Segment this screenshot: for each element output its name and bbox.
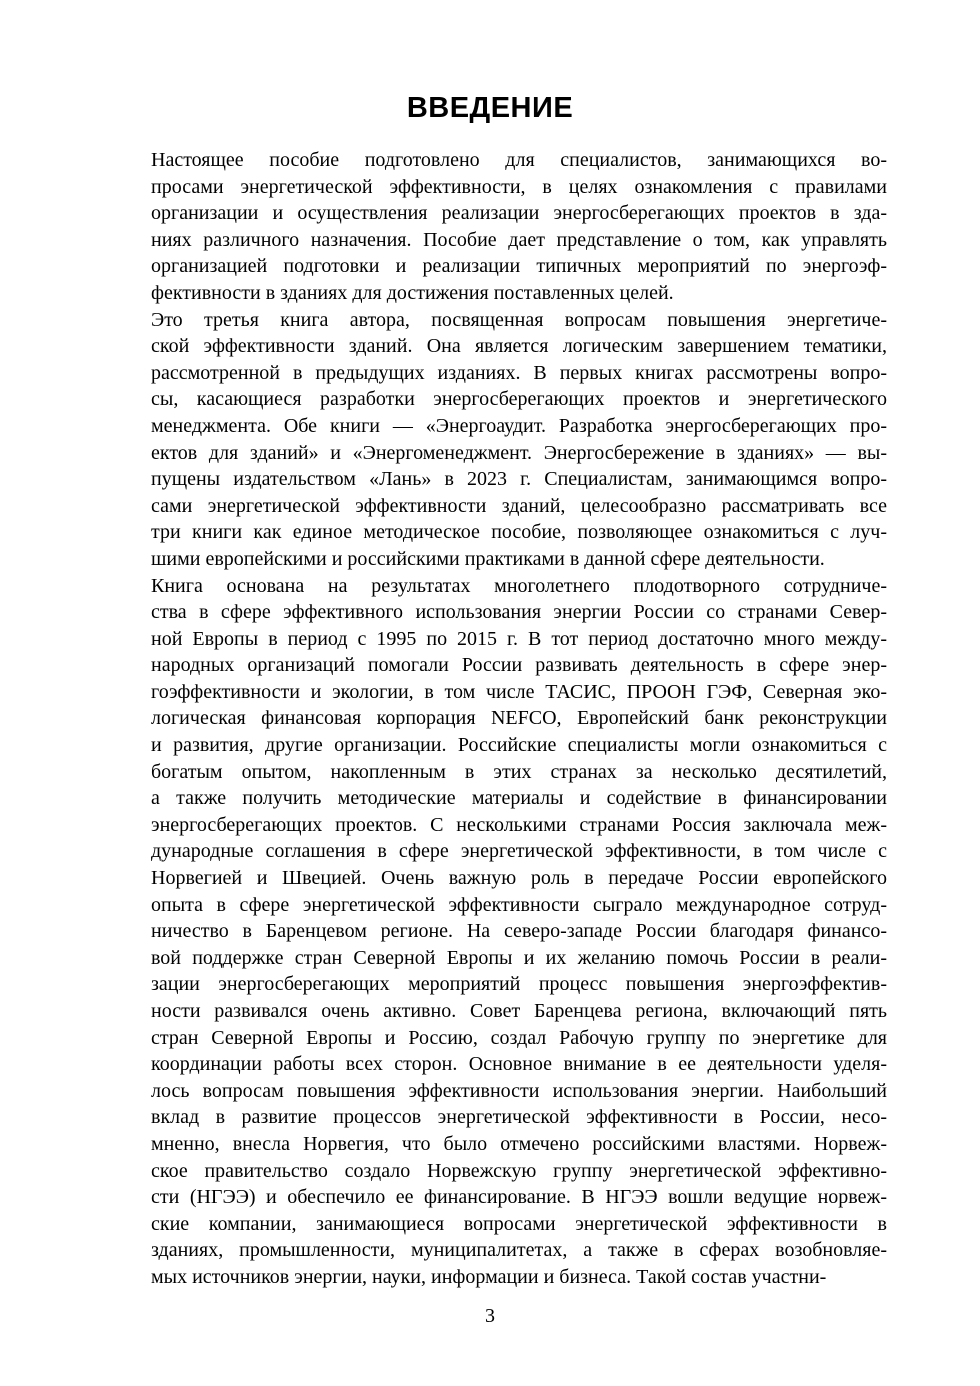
text-line: рассмотренной в предыдущих изданиях. В первых книгах рассмотрены вопро- (151, 361, 887, 384)
text-line: богатым опытом, накопленным в этих странах за несколько десятилетий, (151, 760, 887, 783)
text-line: Это третья книга автора, посвященная вопросам повышения энергетиче- (151, 308, 887, 331)
text-line: ничество в Баренцевом регионе. На северо-западе России благодаря финансо- (151, 920, 887, 943)
text-line: опыта в сфере энергетической эффективности сыграло международное сотруд- (151, 893, 887, 916)
text-line: зданиях, промышленности, муниципалитетах, а также в сферах возобновляе- (151, 1239, 887, 1262)
text-line: сти (НГЭЭ) и обеспечило ее финансирование. В НГЭЭ вошли ведущие норвеж- (151, 1186, 887, 1209)
text-line: энергосберегающих проектов. С несколькими странами Россия заключала меж- (151, 813, 887, 836)
text-line: ские компании, занимающиеся вопросами энергетической эффективности в (151, 1212, 887, 1235)
text-line: ской эффективности зданий. Она является логическим завершением тематики, (151, 335, 887, 358)
text-line: Книга основана на результатах многолетнего плодотворного сотрудниче- (151, 574, 887, 597)
text-line: ское правительство создало Норвежскую группу энергетической эффективно- (151, 1159, 887, 1182)
text-line: народных организаций помогали России развивать деятельность в сфере энер- (151, 654, 887, 677)
text-line: сы, касающиеся разработки энергосберегающих проектов и энергетического (151, 388, 887, 411)
text-line: организацией подготовки и реализации типичных мероприятий по энергоэф- (151, 255, 887, 278)
text-line: ниях различного назначения. Пособие дает представление о том, как управлять (151, 228, 887, 251)
text-line: зации энергосберегающих мероприятий процесс повышения энергоэффектив- (151, 973, 887, 996)
paragraph (93, 147, 887, 307)
text-line: сами энергетической эффективности зданий, целесообразно рассматривать все (151, 494, 887, 517)
text-line: мых источников энергии, науки, информации и бизнеса. Такой состав участни- (151, 1265, 827, 1288)
text-line: пущены издательством «Лань» в 2023 г. Специалистам, занимающимся вопро- (151, 468, 887, 491)
text-line: лось вопросам повышения эффективности использования энергии. Наибольший (151, 1079, 887, 1102)
text-line: Настоящее пособие подготовлено для специалистов, занимающихся во- (151, 149, 887, 171)
text-line: ектов для зданий» и «Энергоменеджмент. Энергосбережение в зданиях» — вы- (151, 441, 887, 464)
text-line: дународные соглашения в сфере энергетической эффективности, в том числе с (151, 840, 887, 863)
text-line: вой поддержке стран Северной Европы и их желанию помочь России в реали- (151, 946, 887, 969)
text-line: а также получить методические материалы и содействие в финансировании (151, 787, 887, 810)
text-line: мненно, внесла Норвегия, что было отмечено российскими властями. Норвеж- (151, 1132, 887, 1155)
text-line: ства в сфере эффективного использования энергии России со странами Север- (151, 601, 887, 624)
text-line: организации и осуществления реализации энергосберегающих проектов в зда- (151, 202, 887, 225)
page-number: 3 (485, 1305, 495, 1327)
body-text (93, 147, 887, 1291)
text-line: ной Европы в период с 1995 по 2015 г. В тот период достаточно много между- (151, 627, 887, 650)
text-line: координации работы всех сторон. Основное внимание в ее деятельности уделя- (151, 1053, 887, 1076)
text-line: фективности в зданиях для достижения поставленных целей. (151, 281, 674, 304)
text-line: Норвегией и Швецией. Очень важную роль в передаче России европейского (151, 867, 887, 890)
text-line: и развития, другие организации. Российские специалисты могли ознакомиться с (151, 734, 887, 757)
text-line: вклад в развитие процессов энергетической эффективности в России, несо- (151, 1106, 887, 1129)
paragraph (93, 307, 887, 573)
text-line: гоэффективности и экологии, в том числе ТАСИС, ПРООН ГЭФ, Северная эко- (151, 680, 887, 703)
text-line: логическая финансовая корпорация NEFCO, Европейский банк реконструкции (151, 707, 887, 730)
text-line: ности развивался очень активно. Совет Баренцева региона, включающий пять (151, 1000, 887, 1022)
text-line: стран Северной Европы и Россию, создал Рабочую группу по энергетике для (151, 1026, 887, 1049)
text-line: шими европейскими и российскими практиками в данной сфере деятельности. (151, 547, 825, 570)
text-line: три книги как единое методическое пособие, позволяющее ознакомиться с луч- (151, 521, 887, 544)
chapter-title: ВВЕДЕНИЕ (406, 92, 574, 124)
text-line: менеджмента. Обе книги — «Энергоаудит. Разработка энергосберегающих про- (151, 414, 887, 437)
text-line: просами энергетической эффективности, в целях ознакомления с правилами (151, 175, 887, 198)
paragraph (93, 573, 887, 1291)
